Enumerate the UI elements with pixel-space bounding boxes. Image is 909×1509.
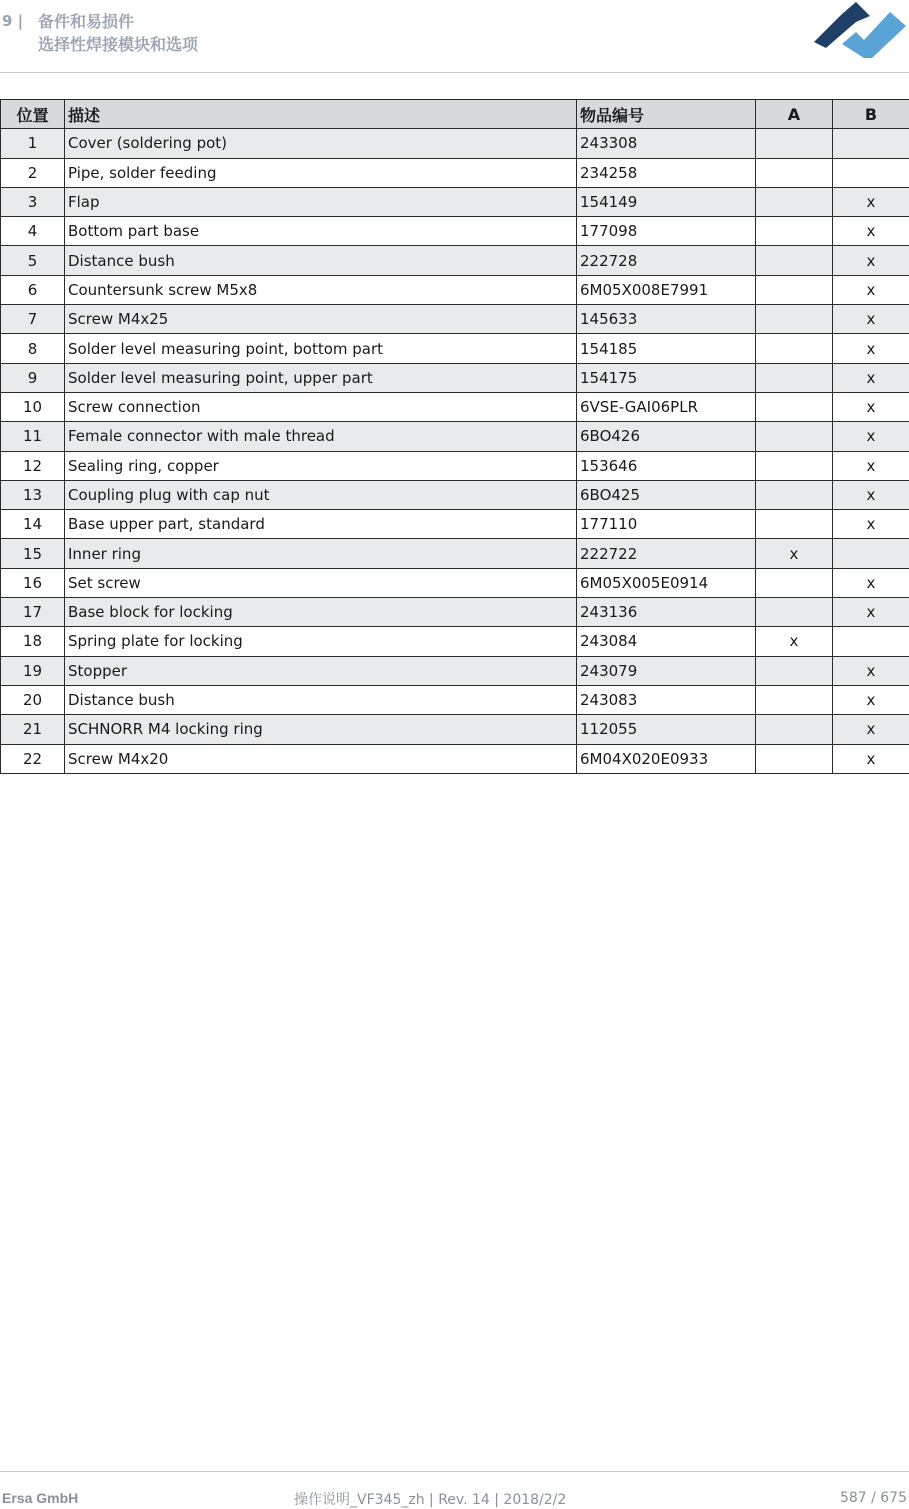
cell-desc: Spring plate for locking [65,627,577,656]
cell-item-number: 243084 [577,627,756,656]
chapter-title-line1: 备件和易损件 [38,12,135,31]
table-row [1,158,909,187]
cell-a [756,187,833,216]
cell-b: x [833,422,909,451]
cell-item-number: 243083 [577,685,756,714]
cell-b: x [833,598,909,627]
cell-pos: 13 [1,480,65,509]
table-row [1,656,909,685]
table-row [1,334,909,363]
table-row [1,568,909,597]
cell-desc: Solder level measuring point, upper part [65,363,577,392]
table-row [1,451,909,480]
table-row [1,246,909,275]
table-row [1,129,909,158]
cell-pos: 9 [1,363,65,392]
table-row [1,422,909,451]
cell-b: x [833,187,909,216]
table-row [1,510,909,539]
cell-pos: 3 [1,187,65,216]
table-row [1,627,909,656]
cell-item-number: 177098 [577,217,756,246]
cell-pos: 5 [1,246,65,275]
cell-a [756,715,833,744]
ersa-logo-icon [812,0,908,62]
col-header-item: 物品编号 [577,100,756,129]
cell-desc: SCHNORR M4 locking ring [65,715,577,744]
cell-b [833,627,909,656]
cell-b: x [833,392,909,421]
cell-b: x [833,363,909,392]
cell-desc: Distance bush [65,246,577,275]
cell-desc: Distance bush [65,685,577,714]
cell-desc: Solder level measuring point, bottom part [65,334,577,363]
cell-pos: 14 [1,510,65,539]
cell-b: x [833,510,909,539]
cell-b: x [833,715,909,744]
cell-desc: Cover (soldering pot) [65,129,577,158]
cell-a [756,305,833,334]
cell-b: x [833,334,909,363]
cell-desc: Stopper [65,656,577,685]
chapter-title [38,10,198,56]
cell-item-number: 222728 [577,246,756,275]
cell-item-number: 6VSE-GAI06PLR [577,392,756,421]
table-row [1,217,909,246]
cell-desc: Bottom part base [65,217,577,246]
cell-a: x [756,627,833,656]
cell-desc: Inner ring [65,539,577,568]
cell-b [833,539,909,568]
cell-pos: 22 [1,744,65,773]
cell-b: x [833,451,909,480]
cell-item-number: 6M05X008E7991 [577,275,756,304]
table-row [1,187,909,216]
cell-b: x [833,305,909,334]
table-row [1,598,909,627]
cell-pos: 10 [1,392,65,421]
cell-item-number: 154149 [577,187,756,216]
cell-pos: 17 [1,598,65,627]
cell-item-number: 222722 [577,539,756,568]
cell-item-number: 154185 [577,334,756,363]
cell-a [756,129,833,158]
cell-pos: 4 [1,217,65,246]
cell-a [756,598,833,627]
cell-item-number: 153646 [577,451,756,480]
cell-a [756,246,833,275]
cell-b: x [833,656,909,685]
cell-b [833,129,909,158]
cell-a [756,480,833,509]
cell-pos: 7 [1,305,65,334]
footer-page-number: 587 / 675 [839,1490,907,1506]
chapter-title-line2: 选择性焊接模块和选项 [38,35,199,54]
cell-desc: Flap [65,187,577,216]
table-row [1,275,909,304]
table-row [1,392,909,421]
table-row [1,744,909,773]
cell-pos: 15 [1,539,65,568]
page-header [0,0,909,73]
cell-desc: Screw M4x25 [65,305,577,334]
cell-b: x [833,685,909,714]
cell-a [756,656,833,685]
chapter-number: 9 | [2,12,24,30]
parts-table [0,99,909,774]
cell-item-number: 145633 [577,305,756,334]
col-header-pos: 位置 [1,100,65,129]
footer-doc-info: 操作说明_VF345_zh | Rev. 14 | 2018/2/2 [294,1492,567,1508]
cell-b: x [833,568,909,597]
cell-item-number: 234258 [577,158,756,187]
cell-desc: Countersunk screw M5x8 [65,275,577,304]
cell-b: x [833,217,909,246]
cell-a [756,568,833,597]
cell-item-number: 177110 [577,510,756,539]
cell-a [756,158,833,187]
cell-a [756,392,833,421]
cell-a [756,451,833,480]
cell-pos: 20 [1,685,65,714]
cell-a: x [756,539,833,568]
cell-a [756,685,833,714]
cell-item-number: 243079 [577,656,756,685]
cell-pos: 8 [1,334,65,363]
cell-a [756,275,833,304]
cell-a [756,217,833,246]
cell-desc: Base upper part, standard [65,510,577,539]
cell-pos: 2 [1,158,65,187]
cell-b: x [833,246,909,275]
table-row [1,363,909,392]
table-row [1,539,909,568]
table-row [1,715,909,744]
cell-pos: 12 [1,451,65,480]
cell-desc: Coupling plug with cap nut [65,480,577,509]
cell-desc: Base block for locking [65,598,577,627]
cell-a [756,422,833,451]
cell-a [756,744,833,773]
cell-desc: Screw connection [65,392,577,421]
cell-pos: 6 [1,275,65,304]
cell-desc: Screw M4x20 [65,744,577,773]
table-row [1,480,909,509]
cell-item-number: 243136 [577,598,756,627]
cell-item-number: 243308 [577,129,756,158]
cell-pos: 11 [1,422,65,451]
cell-a [756,510,833,539]
cell-desc: Sealing ring, copper [65,451,577,480]
cell-item-number: 6M05X005E0914 [577,568,756,597]
cell-pos: 21 [1,715,65,744]
cell-desc: Female connector with male thread [65,422,577,451]
cell-item-number: 6BO426 [577,422,756,451]
cell-pos: 16 [1,568,65,597]
cell-pos: 19 [1,656,65,685]
table-row [1,305,909,334]
cell-item-number: 112055 [577,715,756,744]
footer-company: Ersa GmbH [2,1490,79,1506]
table-row [1,685,909,714]
cell-desc: Set screw [65,568,577,597]
cell-pos: 1 [1,129,65,158]
cell-item-number: 6BO425 [577,480,756,509]
table-header-row [1,100,909,129]
cell-b: x [833,275,909,304]
cell-desc: Pipe, solder feeding [65,158,577,187]
col-header-a: A [756,100,833,129]
cell-a [756,363,833,392]
cell-b: x [833,480,909,509]
cell-a [756,334,833,363]
cell-b [833,158,909,187]
cell-item-number: 154175 [577,363,756,392]
col-header-b: B [833,100,909,129]
page-footer [0,1471,909,1509]
cell-pos: 18 [1,627,65,656]
cell-b: x [833,744,909,773]
col-header-desc: 描述 [65,100,577,129]
cell-item-number: 6M04X020E0933 [577,744,756,773]
